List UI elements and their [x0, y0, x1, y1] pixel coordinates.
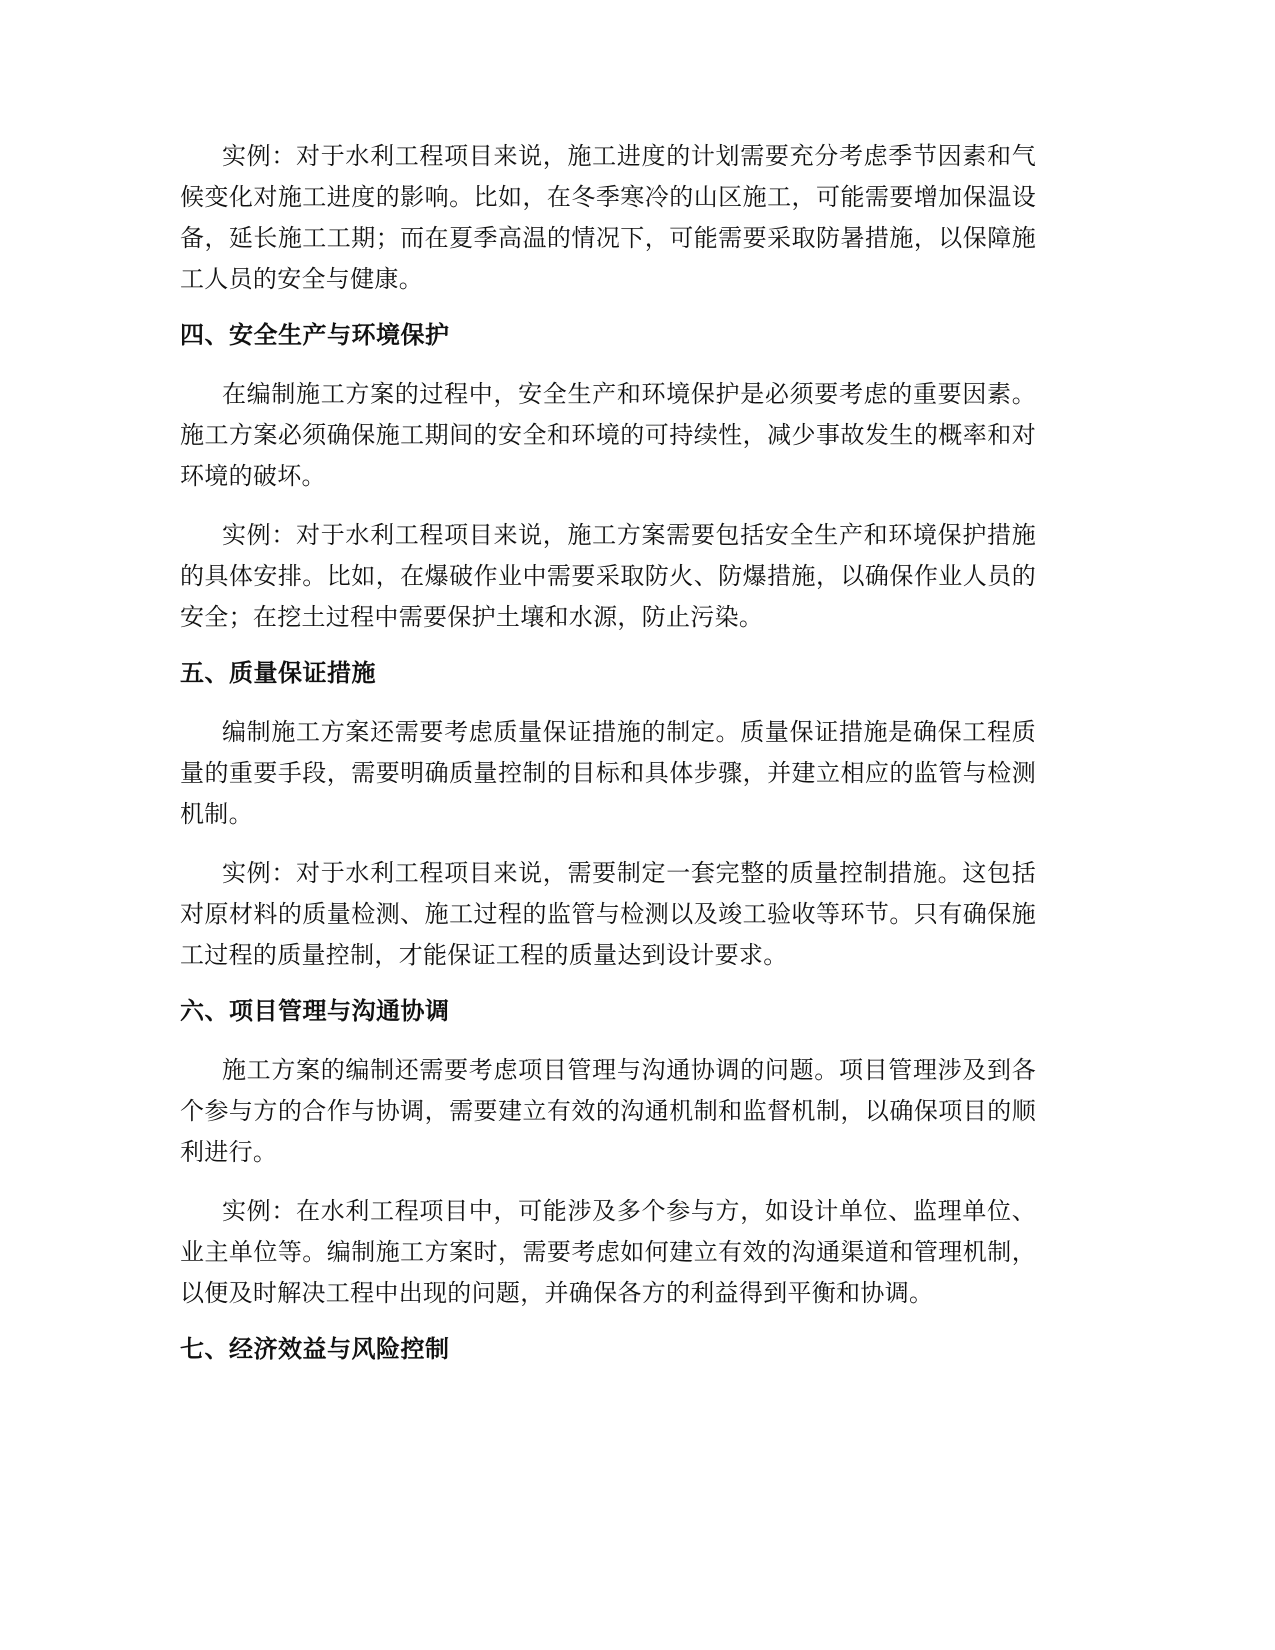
paragraph-quality-example: 实例：对于水利工程项目来说，需要制定一套完整的质量控制措施。这包括对原材料的质量检测、施工过程的监管与检测以及竣工验收等环节。只有确保施工过程的质量控制，才能保证工程的质量达到设计要求。 — [180, 859, 1036, 969]
paragraph-management-intro: 施工方案的编制还需要考虑项目管理与沟通协调的问题。项目管理涉及到各个参与方的合作与协调，需要建立有效的沟通机制和监督机制，以确保项目的顺利进行。 — [180, 1056, 1036, 1166]
paragraph-safety-example: 实例：对于水利工程项目来说，施工方案需要包括安全生产和环境保护措施的具体安排。比如，在爆破作业中需要采取防火、防爆措施，以确保作业人员的安全；在挖土过程中需要保护土壤和水源，防止污染。 — [180, 521, 1036, 631]
paragraph-safety-intro: 在编制施工方案的过程中，安全生产和环境保护是必须要考虑的重要因素。施工方案必须确保施工期间的安全和环境的可持续性，减少事故发生的概率和对环境的破坏。 — [180, 380, 1036, 490]
paragraph-seasonal-example: 实例：对于水利工程项目来说，施工进度的计划需要充分考虑季节因素和气候变化对施工进度的影响。比如，在冬季寒冷的山区施工，可能需要增加保温设备，延长施工工期；而在夏季高温的情况下，可能需要采取防暑措施，以保障施工人员的安全与健康。 — [180, 142, 1036, 293]
paragraph-quality-intro: 编制施工方案还需要考虑质量保证措施的制定。质量保证措施是确保工程质量的重要手段，需要明确质量控制的目标和具体步骤，并建立相应的监管与检测机制。 — [180, 718, 1036, 828]
heading-economic-risk: 七、经济效益与风险控制 — [180, 1335, 450, 1363]
heading-quality-assurance: 五、质量保证措施 — [180, 659, 376, 687]
document-page — [180, 136, 1036, 1388]
heading-project-management: 六、项目管理与沟通协调 — [180, 997, 450, 1025]
heading-safety-environment: 四、安全生产与环境保护 — [180, 321, 450, 349]
paragraph-management-example: 实例：在水利工程项目中，可能涉及多个参与方，如设计单位、监理单位、业主单位等。编制施工方案时，需要考虑如何建立有效的沟通渠道和管理机制，以便及时解决工程中出现的问题，并确保各方的利益得到平衡和协调。 — [180, 1197, 1036, 1307]
